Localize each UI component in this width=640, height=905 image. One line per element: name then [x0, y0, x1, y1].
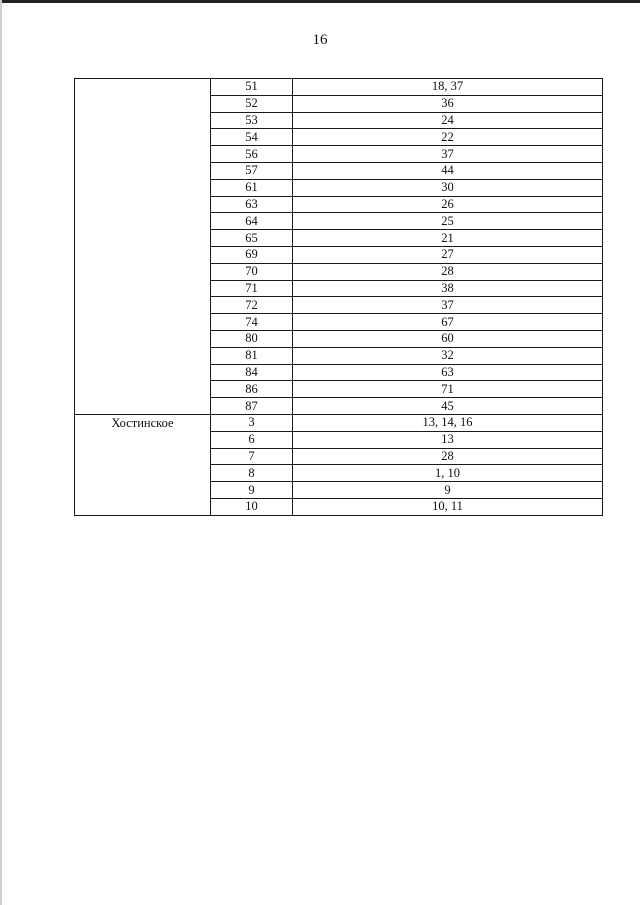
values-cell: 24: [293, 112, 603, 129]
values-cell: 27: [293, 246, 603, 263]
number-cell: 6: [211, 431, 293, 448]
values-cell: 38: [293, 280, 603, 297]
values-cell: 44: [293, 162, 603, 179]
number-cell: 87: [211, 398, 293, 415]
page-number: 16: [312, 32, 328, 48]
number-cell: 56: [211, 146, 293, 163]
number-cell: 64: [211, 213, 293, 230]
number-cell: 51: [211, 79, 293, 96]
values-cell: 32: [293, 347, 603, 364]
data-table: [74, 78, 603, 516]
number-cell: 84: [211, 364, 293, 381]
scan-edge-top: [0, 0, 640, 3]
values-cell: 10, 11: [293, 498, 603, 515]
table-row: [75, 414, 603, 431]
values-cell: 30: [293, 179, 603, 196]
number-cell: 10: [211, 498, 293, 515]
number-cell: 86: [211, 381, 293, 398]
values-cell: 22: [293, 129, 603, 146]
number-cell: 8: [211, 465, 293, 482]
number-cell: 63: [211, 196, 293, 213]
values-cell: 28: [293, 448, 603, 465]
number-cell: 81: [211, 347, 293, 364]
number-cell: 9: [211, 482, 293, 499]
values-cell: 9: [293, 482, 603, 499]
number-cell: 72: [211, 297, 293, 314]
number-cell: 80: [211, 330, 293, 347]
scan-edge-left: [0, 0, 2, 905]
values-cell: 18, 37: [293, 79, 603, 96]
number-cell: 3: [211, 414, 293, 431]
values-cell: 63: [293, 364, 603, 381]
values-cell: 21: [293, 230, 603, 247]
values-cell: 28: [293, 263, 603, 280]
number-cell: 71: [211, 280, 293, 297]
values-cell: 37: [293, 146, 603, 163]
table-body: [75, 79, 603, 516]
number-cell: 54: [211, 129, 293, 146]
number-cell: 61: [211, 179, 293, 196]
number-cell: 52: [211, 95, 293, 112]
number-cell: 53: [211, 112, 293, 129]
values-cell: 26: [293, 196, 603, 213]
values-cell: 37: [293, 297, 603, 314]
number-cell: 65: [211, 230, 293, 247]
values-cell: 13, 14, 16: [293, 414, 603, 431]
values-cell: 67: [293, 314, 603, 331]
group-name-cell: [75, 79, 211, 415]
number-cell: 57: [211, 162, 293, 179]
values-cell: 25: [293, 213, 603, 230]
number-cell: 7: [211, 448, 293, 465]
number-cell: 69: [211, 246, 293, 263]
group-name-cell: Хостинское: [75, 414, 211, 515]
values-cell: 1, 10: [293, 465, 603, 482]
number-cell: 74: [211, 314, 293, 331]
values-cell: 13: [293, 431, 603, 448]
values-cell: 71: [293, 381, 603, 398]
values-cell: 60: [293, 330, 603, 347]
table-row: [75, 79, 603, 96]
values-cell: 36: [293, 95, 603, 112]
number-cell: 70: [211, 263, 293, 280]
values-cell: 45: [293, 398, 603, 415]
